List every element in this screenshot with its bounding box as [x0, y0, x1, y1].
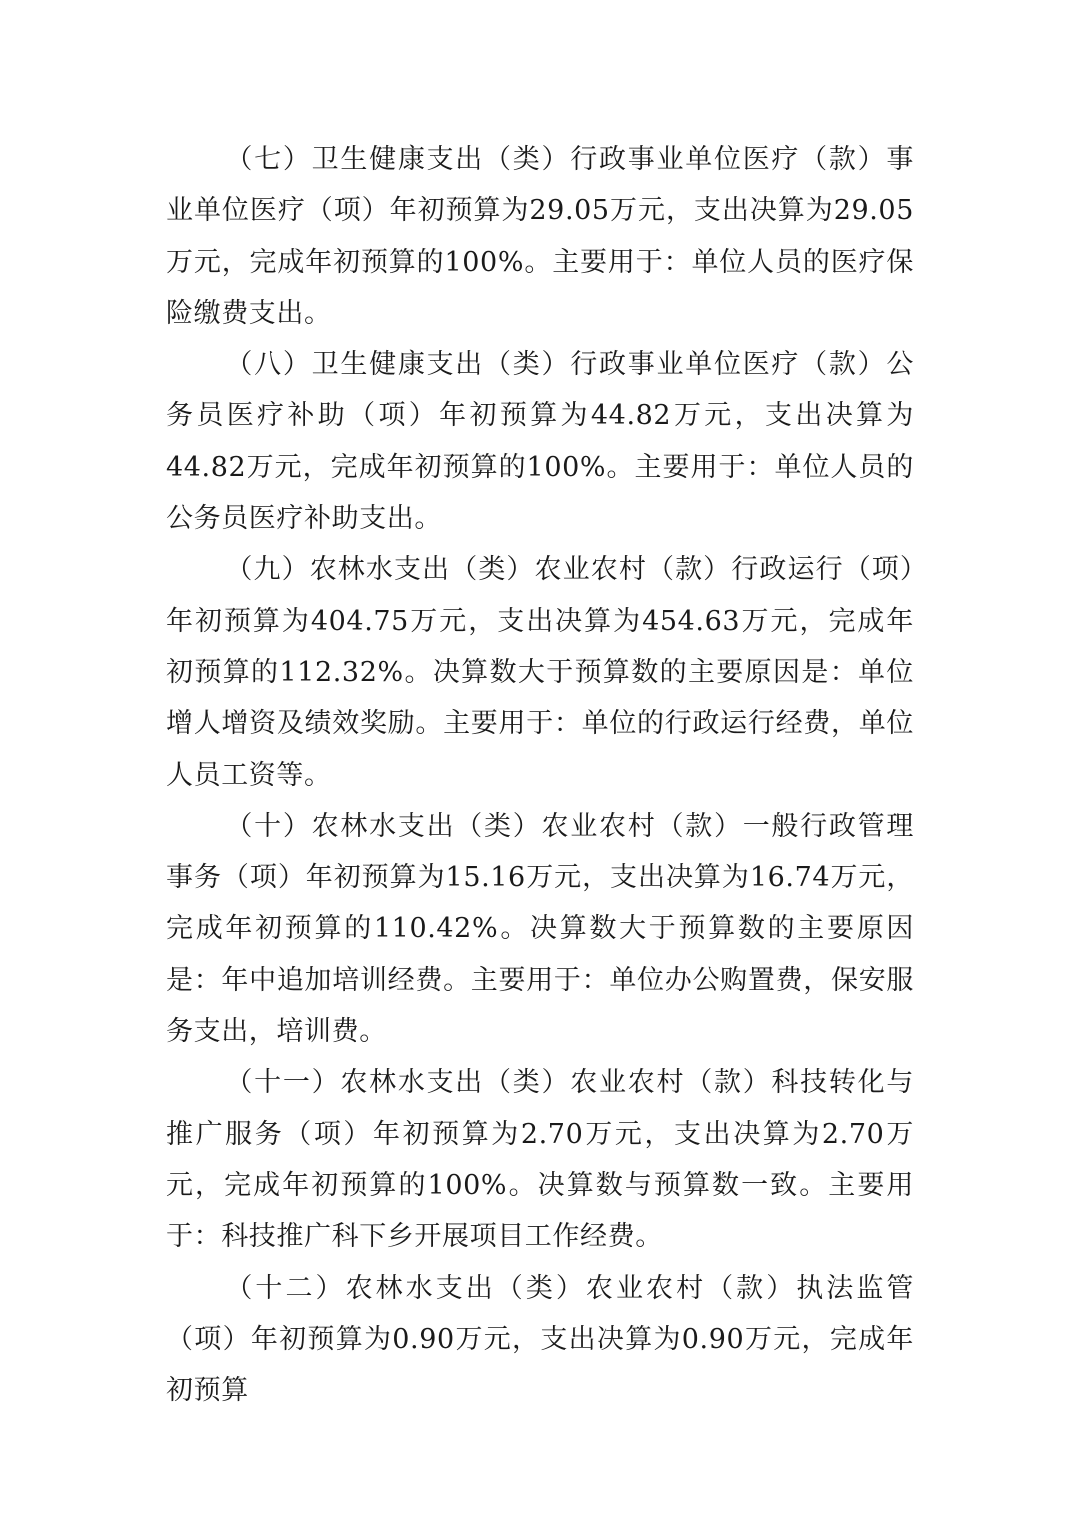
paragraph-12-law-enforcement-supervision: （十二）农林水支出（类）农业农村（款）执法监管（项）年初预算为0.90万元，支出决算为0.90万元，完成年初预算 — [166, 1272, 914, 1407]
paragraph-7-health-institution-medical: （七）卫生健康支出（类）行政事业单位医疗（款）事业单位医疗（项）年初预算为29.05万元，支出决算为29.05万元，完成年初预算的100%。主要用于：单位人员的医疗保险缴费支出。 — [166, 144, 914, 329]
document-body — [166, 134, 914, 1416]
paragraph-8-civil-servant-medical-subsidy: （八）卫生健康支出（类）行政事业单位医疗（款）公务员医疗补助（项）年初预算为44.82万元，支出决算为44.82万元，完成年初预算的100%。主要用于：单位人员的公务员医疗补助支出。 — [166, 349, 914, 535]
paragraph-9-agriculture-administrative-operation: （九）农林水支出（类）农业农村（款）行政运行（项）年初预算为404.75万元，支出决算为454.63万元，完成年初预算的112.32%。决算数大于预算数的主要原因是：单位增人增资及绩效奖励。主要用于：单位的行政运行经费，单位人员工资等。 — [166, 554, 914, 791]
paragraph-10-general-administrative-affairs: （十）农林水支出（类）农业农村（款）一般行政管理事务（项）年初预算为15.16万元，支出决算为16.74万元，完成年初预算的110.42%。决算数大于预算数的主要原因是：年中追加培训经费。主要用于：单位办公购置费，保安服务支出，培训费。 — [166, 810, 914, 1048]
paragraph-11-tech-transfer-promotion: （十一）农林水支出（类）农业农村（款）科技转化与推广服务（项）年初预算为2.70万元，支出决算为2.70万元，完成年初预算的100%。决算数与预算数一致。主要用于：科技推广科下乡开展项目工作经费。 — [166, 1067, 914, 1253]
